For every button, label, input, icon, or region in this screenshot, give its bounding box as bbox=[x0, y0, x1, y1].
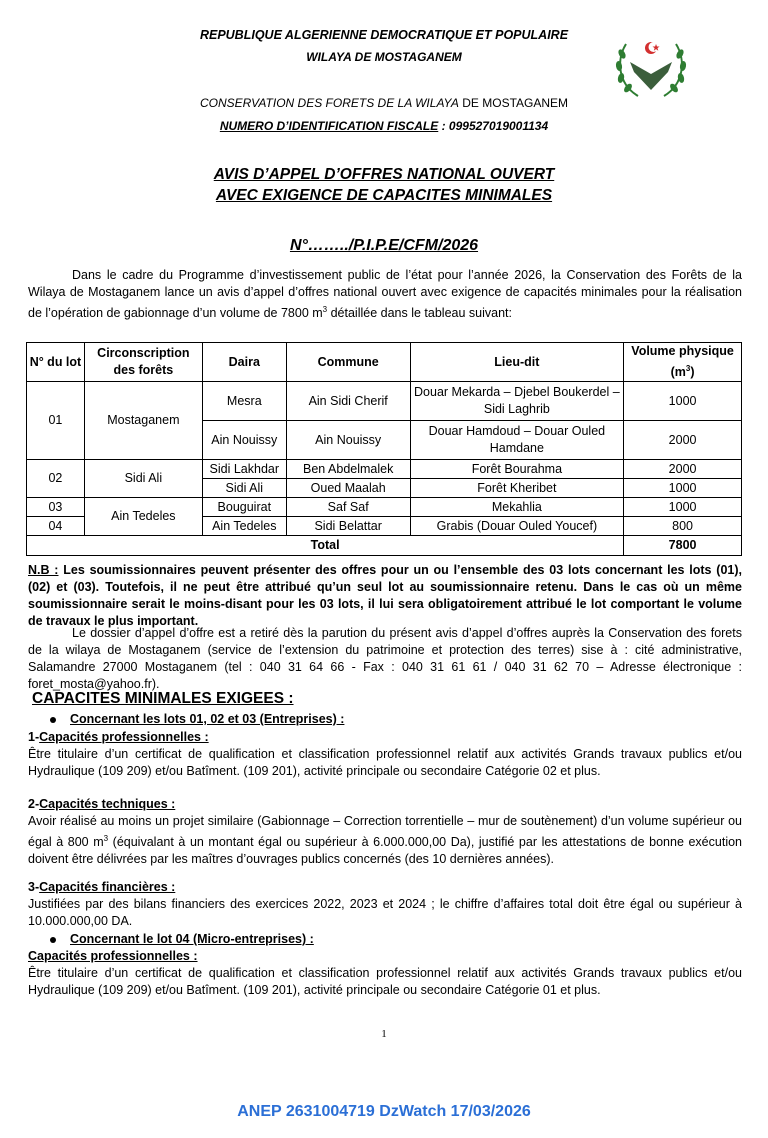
subheading-tech: 2-Capacités techniques : bbox=[28, 797, 176, 811]
header-lieu: Lieu-dit bbox=[410, 343, 624, 382]
header-commune: Commune bbox=[286, 343, 410, 382]
header-republic: REPUBLIQUE ALGERIENNE DEMOCRATIQUE ET POPULAIRE bbox=[199, 28, 569, 42]
cell-lieu: Forêt Bourahma bbox=[410, 460, 624, 479]
cell-lot: 04 bbox=[27, 517, 85, 536]
page-number: 1 bbox=[381, 1028, 387, 1040]
nb-paragraph bbox=[28, 562, 742, 630]
cell-daira: Sidi Ali bbox=[202, 479, 286, 498]
nif-value: : 099527019001134 bbox=[438, 119, 549, 133]
cell-lieu: Forêt Kheribet bbox=[410, 479, 624, 498]
header-volume: Volume physique $(m^3)$ bbox=[624, 343, 742, 382]
bullet-dot-icon bbox=[50, 717, 56, 723]
cell-commune: Ain Nouissy bbox=[286, 421, 410, 460]
cell-daira: Sidi Lakhdar bbox=[202, 460, 286, 479]
cell-commune: Ain Sidi Cherif bbox=[286, 382, 410, 421]
table-header-row bbox=[27, 343, 742, 382]
cell-lot: 01 bbox=[27, 382, 85, 460]
total-label: Total bbox=[27, 536, 624, 556]
header-circonscription: Circonscription des forêts bbox=[84, 343, 202, 382]
capacites-title: CAPACITES MINIMALES EXIGEES : bbox=[32, 690, 294, 707]
conservation-rest: DE MOSTAGANEM bbox=[458, 96, 569, 110]
cell-circonscription: Sidi Ali bbox=[84, 460, 202, 498]
nif-label: NUMERO D’IDENTIFICATION FISCALE bbox=[219, 119, 439, 133]
header-daira: Daira bbox=[202, 343, 286, 382]
algeria-emblem-icon bbox=[612, 32, 690, 104]
cell-volume: 1000 bbox=[624, 498, 742, 517]
cell-lieu: Grabis (Douar Ouled Youcef) bbox=[410, 517, 624, 536]
cell-commune: Sidi Belattar bbox=[286, 517, 410, 536]
table-row bbox=[27, 460, 742, 479]
paragraph-pro-1: Être titulaire d’un certificat de qualification et classification professionnel relatif aux activités Grands travaux publics et/ou Hydraulique (109 209) et/ou Batîment. (109 201), activité principale ou secondaire Catégorie 02 et plus. bbox=[28, 747, 742, 778]
cell-lot: 03 bbox=[27, 498, 85, 517]
table-total-row bbox=[27, 536, 742, 556]
cell-daira: Mesra bbox=[202, 382, 286, 421]
total-value: 7800 bbox=[624, 536, 742, 556]
table-row bbox=[27, 382, 742, 421]
title-line-2: AVEC EXIGENCE DE CAPACITES MINIMALES bbox=[215, 187, 553, 204]
header-wilaya: WILAYA DE MOSTAGANEM bbox=[306, 50, 462, 64]
cell-volume: 2000 bbox=[624, 421, 742, 460]
cell-lieu: Douar Mekarda – Djebel Boukerdel – Sidi Laghrib bbox=[410, 382, 624, 421]
table-row bbox=[27, 498, 742, 517]
nb-text: Les soumissionnaires peuvent présenter des offres pour un ou l’ensemble des 03 lots concernant les lots (01), (02) et (03). Toutefois, il ne peut être attribué qu’un seul lot au soumissionnaire retenu. Dans le cas où un même soumissionnaire serait le moins-disant pour les 03 lots, il lui sera obligatoirement attribué le lot comportant le volume de travaux le plus important. bbox=[28, 563, 742, 628]
paragraph-pro-2: Être titulaire d’un certificat de qualification et classification professionnel relatif aux activités Grands travaux publics et/ou Hydraulique (109 209) et/ou Batîment. (109 201), activité principale ou secondaire Catégorie 01 et plus. bbox=[28, 966, 742, 997]
footer-reference: ANEP 2631004719 DzWatch 17/03/2026 bbox=[237, 1103, 531, 1120]
subheading-pro-2: Capacités professionnelles : bbox=[28, 949, 198, 963]
cell-commune: Oued Maalah bbox=[286, 479, 410, 498]
nb-label: N.B : bbox=[28, 563, 59, 577]
bullet-dot-icon bbox=[50, 937, 56, 943]
conservation-italic: CONSERVATION DES FORETS DE LA WILAYA bbox=[199, 96, 459, 110]
cell-daira: Ain Nouissy bbox=[202, 421, 286, 460]
cell-commune: Ben Abdelmalek bbox=[286, 460, 410, 479]
cell-volume: 2000 bbox=[624, 460, 742, 479]
bullet-lots-1-3: Concernant les lots 01, 02 et 03 (Entreprises) : bbox=[50, 712, 344, 726]
paragraph-tech: Avoir réalisé au moins un projet similaire (Gabionnage – Correction torrentielle – mur de soutènement) d’un volume supérieur ou égal à 800 $m^3$ (équivalant à un montant égal ou supérieur à 6.000.000,00 Da), justifié par les attestations de bonne exécution doivent être délivrées par les maîtres d’ouvrages publics concernés (des 10 dernières années). bbox=[28, 814, 742, 867]
intro-paragraph: Dans le cadre du Programme d’investissement public de l’état pour l’année 2026, la Conservation des Forêts de la Wilaya de Mostaganem lance un avis d’appel d’offres national ouvert avec exigence de capacités minimales pour la réalisation de l’opération de gabionnage d’un volume de 7800 $m^3$ détaillée dans le tableau suivant: bbox=[28, 268, 742, 321]
cell-lieu: Douar Hamdoud – Douar Ouled Hamdane bbox=[410, 421, 624, 460]
cell-circonscription: Ain Tedeles bbox=[84, 498, 202, 536]
cell-lieu: Mekahlia bbox=[410, 498, 624, 517]
cell-volume: 1000 bbox=[624, 382, 742, 421]
cell-volume: 1000 bbox=[624, 479, 742, 498]
cell-daira: Ain Tedeles bbox=[202, 517, 286, 536]
header-nif bbox=[0, 119, 768, 133]
subheading-pro-1: 1-Capacités professionnelles : bbox=[28, 730, 209, 744]
lots-table bbox=[26, 342, 742, 556]
paragraph-fin: Justifiées par des bilans financiers des exercices 2022, 2023 et 2024 ; le chiffre d’affaires total doit être égal ou supérieur à 10.000.000,00 DA. bbox=[28, 897, 742, 928]
title-line-1: AVIS D’APPEL D’OFFRES NATIONAL OUVERT bbox=[213, 166, 555, 183]
cell-volume: 800 bbox=[624, 517, 742, 536]
cell-circonscription: Mostaganem bbox=[84, 382, 202, 460]
dossier-paragraph: Le dossier d’appel d’offre est a retiré dès la parution du présent avis d’appel d’offres auprès la Conservation des forets de la wilaya de Mostaganem (service de l’extension du patrimoine et protection des terres) sise à : cité administrative, Salamandre 27000 Mostaganem (tel : 040 31 64 66 - Fax : 040 31 61 61 / 040 31 62 70 – Adresse électronique : foret_mosta@yahoo.fr). bbox=[28, 626, 742, 691]
subheading-fin: 3-Capacités financières : bbox=[28, 880, 176, 894]
header-lot: N° du lot bbox=[27, 343, 85, 382]
cell-lot: 02 bbox=[27, 460, 85, 498]
cell-commune: Saf Saf bbox=[286, 498, 410, 517]
cell-daira: Bouguirat bbox=[202, 498, 286, 517]
avis-numero: N°……../P.I.P.E/CFM/2026 bbox=[289, 237, 479, 254]
bullet-lot-4: Concernant le lot 04 (Micro-entreprises) : bbox=[50, 932, 314, 946]
